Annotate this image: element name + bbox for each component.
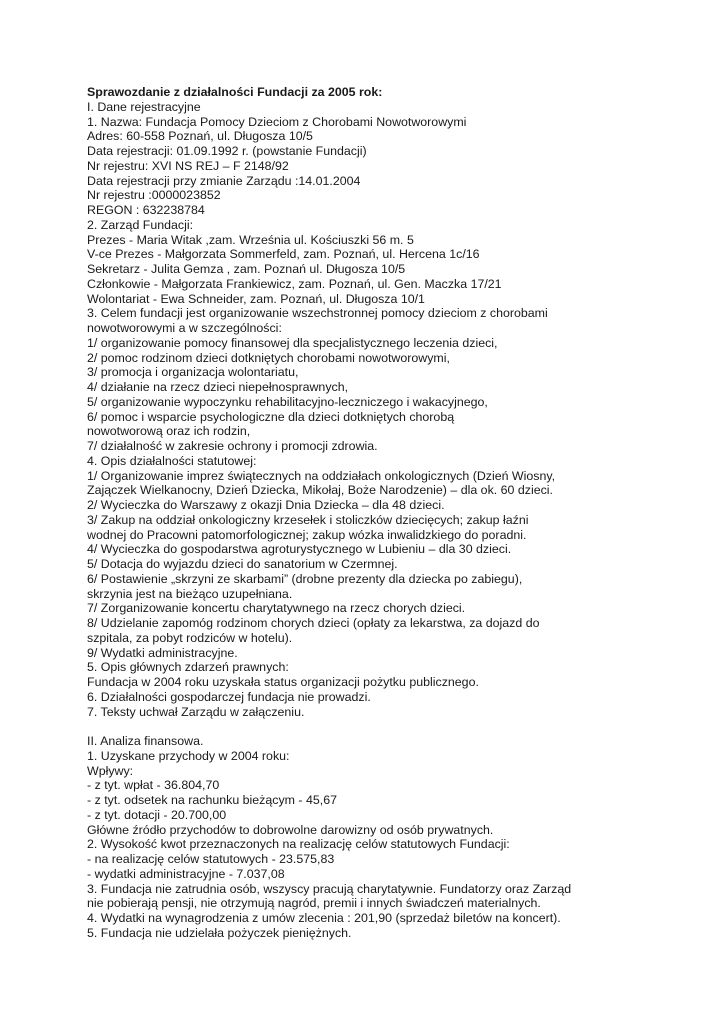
text-line: 8/ Udzielanie zapomóg rodzinom chorych dzieci (opłaty za lekarstwa, za dojazd do bbox=[87, 616, 540, 630]
text-line: 3. Fundacja nie zatrudnia osób, wszyscy pracują charytatywnie. Fundatorzy oraz Zarząd bbox=[87, 881, 572, 896]
text-line: 5. Opis głównych zdarzeń prawnych: bbox=[87, 660, 289, 675]
text-line: 3/ Zakup na oddział onkologiczny krzesełek i stoliczków dziecięcych; zakup łaźni bbox=[87, 512, 529, 527]
text-line: Wpływy: bbox=[87, 763, 134, 778]
document-title: Sprawozdanie z działalności Fundacji za 2005 rok: bbox=[87, 85, 383, 99]
text-line: - wydatki administracyjne - 7.037,08 bbox=[87, 866, 285, 881]
text-line: 4. Opis działalności statutowej: bbox=[87, 453, 257, 468]
document-body bbox=[87, 85, 687, 941]
text-line: 6/ pomoc i wsparcie psychologiczne dla dzieci dotkniętych chorobą bbox=[87, 409, 455, 424]
text-line: 1. Uzyskane przychody w 2004 roku: bbox=[87, 748, 290, 763]
text-line: II. Analiza finansowa. bbox=[87, 734, 204, 748]
text-line: 2/ Wycieczka do Warszawy z okazji Dnia Dziecka – dla 48 dzieci. bbox=[87, 498, 445, 512]
text-line: - na realizację celów statutowych - 23.575,83 bbox=[87, 852, 335, 866]
text-line: 4. Wydatki na wynagrodzenia z umów zlecenia : 201,90 (sprzedaż biletów na koncert). bbox=[87, 911, 561, 925]
text-line: 5. Fundacja nie udzielała pożyczek pieniężnych. bbox=[87, 925, 352, 940]
text-line: Członkowie - Małgorzata Frankiewicz, zam. Poznań, ul. Gen. Maczka 17/21 bbox=[87, 276, 502, 291]
text-line: 1/ organizowanie pomocy finansowej dla specjalistycznego leczenia dzieci, bbox=[87, 335, 498, 350]
text-line: skrzynia jest na bieżąco uzupełniana. bbox=[87, 586, 293, 601]
text-line: Prezes - Maria Witak ,zam. Września ul. Kościuszki 56 m. 5 bbox=[87, 232, 414, 247]
text-line: 6/ Postawienie „skrzyni ze skarbami” (drobne prezenty dla dziecka po zabiegu), bbox=[87, 571, 523, 586]
text-line: 1/ Organizowanie imprez świątecznych na oddziałach onkologicznych (Dzień Wiosny, bbox=[87, 468, 556, 483]
text-line: nowotworową oraz ich rodzin, bbox=[87, 424, 251, 439]
text-line: 6. Działalności gospodarczej fundacja nie prowadzi. bbox=[87, 689, 371, 704]
text-line: Adres: 60-558 Poznań, ul. Długosza 10/5 bbox=[87, 129, 313, 144]
text-line: 3. Celem fundacji jest organizowanie wszechstronnej pomocy dzieciom z chorobami bbox=[87, 306, 548, 321]
text-line: - z tyt. wpłat - 36.804,70 bbox=[87, 778, 220, 793]
text-line: Data rejestracji: 01.09.1992 r. (powstanie Fundacji) bbox=[87, 144, 367, 158]
text-line: 1. Nazwa: Fundacja Pomocy Dzieciom z Chorobami Nowotworowymi bbox=[87, 114, 467, 129]
text-line: 4/ Wycieczka do gospodarstwa agroturystycznego w Lubieniu – dla 30 dzieci. bbox=[87, 542, 512, 557]
text-line: 2/ pomoc rodzinom dzieci dotkniętych chorobami nowotworowymi, bbox=[87, 350, 450, 365]
text-line: Zajączek Wielkanocny, Dzień Dziecka, Mikołaj, Boże Narodzenie) – dla ok. 60 dzieci. bbox=[87, 483, 553, 498]
text-line: 7/ Zorganizowanie koncertu charytatywnego na rzecz chorych dzieci. bbox=[87, 601, 466, 616]
text-line: REGON : 632238784 bbox=[87, 203, 205, 217]
text-line: 3/ promocja i organizacja wolontariatu, bbox=[87, 365, 299, 380]
text-line: 2. Wysokość kwot przeznaczonych na realizację celów statutowych Fundacji: bbox=[87, 837, 510, 852]
text-line: wodnej do Pracowni patomorfologicznej; zakup wózka inwalidzkiego do poradni. bbox=[87, 527, 527, 542]
text-line: nowotworowymi a w szczególności: bbox=[87, 321, 282, 335]
text-line: Sekretarz - Julita Gemza , zam. Poznań ul. Długosza 10/5 bbox=[87, 262, 406, 276]
text-line: - z tyt. odsetek na rachunku bieżącym - 45,67 bbox=[87, 793, 338, 807]
text-line: szpitala, za pobyt rodziców w hotelu). bbox=[87, 630, 293, 645]
text-line: V-ce Prezes - Małgorzata Sommerfeld, zam. Poznań, ul. Hercena 1c/16 bbox=[87, 247, 480, 262]
text-line: 2. Zarząd Fundacji: bbox=[87, 217, 194, 232]
blank-line bbox=[87, 719, 687, 734]
text-line: I. Dane rejestracyjne bbox=[87, 99, 201, 114]
text-line: nie pobierają pensji, nie otrzymują nagród, premii i innych świadczeń materialnych. bbox=[87, 896, 541, 911]
text-line: Główne źródło przychodów to dobrowolne darowizny od osób prywatnych. bbox=[87, 822, 494, 837]
text-line: - z tyt. dotacji - 20.700,00 bbox=[87, 807, 227, 822]
text-line: Fundacja w 2004 roku uzyskała status organizacji pożytku publicznego. bbox=[87, 675, 479, 689]
text-line: 7. Teksty uchwał Zarządu w załączeniu. bbox=[87, 704, 305, 719]
text-line: Data rejestracji przy zmianie Zarządu :14.01.2004 bbox=[87, 173, 361, 188]
text-line: 5/ organizowanie wypoczynku rehabilitacyjno-leczniczego i wakacyjnego, bbox=[87, 394, 488, 409]
text-line: Wolontariat - Ewa Schneider, zam. Poznań, ul. Długosza 10/1 bbox=[87, 291, 425, 306]
text-line: Nr rejestru :0000023852 bbox=[87, 188, 221, 203]
text-line: 5/ Dotacja do wyjazdu dzieci do sanatorium w Czermnej. bbox=[87, 557, 398, 571]
text-line: 7/ działalność w zakresie ochrony i promocji zdrowia. bbox=[87, 439, 378, 453]
text-line: 9/ Wydatki administracyjne. bbox=[87, 645, 238, 660]
text-line: 4/ działanie na rzecz dzieci niepełnosprawnych, bbox=[87, 380, 349, 394]
text-line: Nr rejestru: XVI NS REJ – F 2148/92 bbox=[87, 158, 289, 173]
